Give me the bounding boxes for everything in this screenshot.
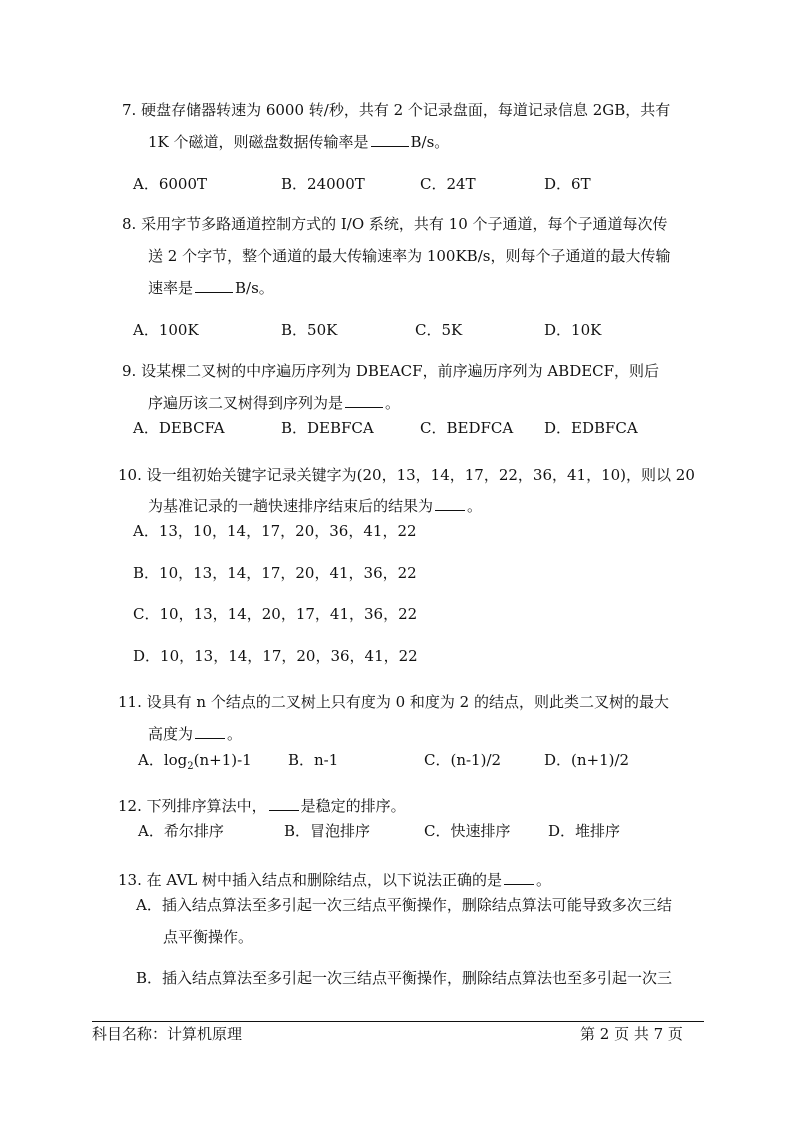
q8-option-a: A．100K bbox=[133, 321, 199, 339]
q13-option-b-line-1: B．插入结点算法至多引起一次三结点平衡操作，删除结点算法也至多引起一次三 bbox=[136, 969, 673, 987]
q10-line-2-text: 为基准记录的一趟快速排序结束后的结果为 bbox=[148, 497, 434, 515]
q11-option-d: D．(n+1)/2 bbox=[544, 751, 630, 769]
q7-option-b: B．24000T bbox=[281, 175, 365, 193]
q8-line-3 bbox=[148, 278, 274, 298]
q10-option-a: A．13，10，14，17，20，36，41，22 bbox=[133, 522, 417, 540]
q8-option-b: B．50K bbox=[281, 321, 338, 339]
q9-line-2 bbox=[148, 393, 400, 413]
q9-line-2-text: 序遍历该二叉树得到序列为是 bbox=[148, 394, 344, 412]
answer-blank bbox=[435, 496, 465, 511]
q7-option-a: A．6000T bbox=[133, 175, 208, 193]
q8-option-c: C．5K bbox=[415, 321, 463, 339]
q11-line-2 bbox=[148, 724, 242, 744]
q11-option-b: B．n-1 bbox=[288, 751, 339, 769]
q13-line-1-tail: 。 bbox=[536, 871, 552, 889]
q7-option-c: C．24T bbox=[420, 175, 476, 193]
q9-line-2-tail: 。 bbox=[385, 394, 401, 412]
q13-line-1-text: 13. 在 AVL 树中插入结点和删除结点，以下说法正确的是 bbox=[118, 871, 503, 889]
q11-line-1: 11. 设具有 n 个结点的二叉树上只有度为 0 和度为 2 的结点，则此类二叉树的最大 bbox=[118, 693, 669, 711]
q10-line-2-tail: 。 bbox=[467, 497, 483, 515]
q7-line-2-tail: B/s。 bbox=[410, 133, 450, 151]
q11-option-c: C．(n-1)/2 bbox=[424, 751, 502, 769]
q12-line-1-text: 12. 下列排序算法中， bbox=[118, 797, 267, 815]
q12-option-c: C．快速排序 bbox=[424, 822, 511, 840]
q12-line-1-tail: 是稳定的排序。 bbox=[300, 797, 406, 815]
q10-option-d: D．10，13，14，17，20，36，41，22 bbox=[133, 647, 418, 665]
q7-option-d: D．6T bbox=[544, 175, 591, 193]
answer-blank bbox=[269, 796, 299, 811]
footer-divider bbox=[92, 1021, 704, 1022]
q9-option-a: A．DEBCFA bbox=[133, 419, 225, 437]
q11-option-a-post: (n+1)-1 bbox=[193, 751, 252, 769]
q7-line-2 bbox=[148, 132, 449, 152]
q11-option-a-sub: 2 bbox=[187, 761, 194, 772]
answer-blank bbox=[345, 393, 383, 408]
q9-line-1: 9. 设某棵二叉树的中序遍历序列为 DBEACF，前序遍历序列为 ABDECF，则后 bbox=[122, 362, 660, 380]
answer-blank bbox=[195, 278, 233, 293]
q12-option-b: B．冒泡排序 bbox=[284, 822, 371, 840]
q9-option-c: C．BEDFCA bbox=[420, 419, 514, 437]
q11-option-a bbox=[138, 750, 252, 770]
q12-option-a: A．希尔排序 bbox=[138, 822, 224, 840]
q7-line-1: 7. 硬盘存储器转速为 6000 转/秒，共有 2 个记录盘面，每道记录信息 2GB，共有 bbox=[122, 101, 671, 119]
q8-line-1: 8. 采用字节多路通道控制方式的 I/O 系统，共有 10 个子通道，每个子通道每次传 bbox=[122, 215, 668, 233]
q10-line-1: 10. 设一组初始关键字记录关键字为(20，13，14，17，22，36，41，10)，则以 20 bbox=[118, 466, 695, 484]
q10-option-c: C．10，13，14，20，17，41，36，22 bbox=[133, 605, 418, 623]
q13-option-a-line-2: 点平衡操作。 bbox=[163, 928, 254, 946]
q8-line-3-tail: B/s。 bbox=[235, 279, 274, 297]
q7-line-2-text: 1K 个磁道，则磁盘数据传输率是 bbox=[148, 133, 369, 151]
q13-option-a-line-1: A．插入结点算法至多引起一次三结点平衡操作，删除结点算法可能导致多次三结 bbox=[136, 896, 672, 914]
q9-option-b: B．DEBFCA bbox=[281, 419, 374, 437]
answer-blank bbox=[504, 870, 534, 885]
q12-line-1 bbox=[118, 796, 406, 816]
q10-option-b: B．10，13，14，17，20，41，36，22 bbox=[133, 564, 417, 582]
q8-line-2: 送 2 个字节，整个通道的最大传输速率为 100KB/s，则每个子通道的最大传输 bbox=[148, 247, 671, 265]
q8-line-3-text: 速率是 bbox=[148, 279, 194, 297]
q11-option-a-pre: A．log bbox=[138, 751, 188, 769]
q10-line-2 bbox=[148, 496, 482, 516]
q11-line-2-text: 高度为 bbox=[148, 725, 194, 743]
q9-option-d: D．EDBFCA bbox=[544, 419, 638, 437]
q11-line-2-tail: 。 bbox=[227, 725, 243, 743]
answer-blank bbox=[195, 724, 225, 739]
answer-blank bbox=[371, 132, 409, 147]
q12-option-d: D．堆排序 bbox=[548, 822, 621, 840]
footer-subject: 科目名称：计算机原理 bbox=[92, 1025, 243, 1043]
q13-line-1 bbox=[118, 870, 551, 890]
footer-page-number: 第 2 页 共 7 页 bbox=[580, 1025, 683, 1043]
q8-option-d: D．10K bbox=[544, 321, 602, 339]
